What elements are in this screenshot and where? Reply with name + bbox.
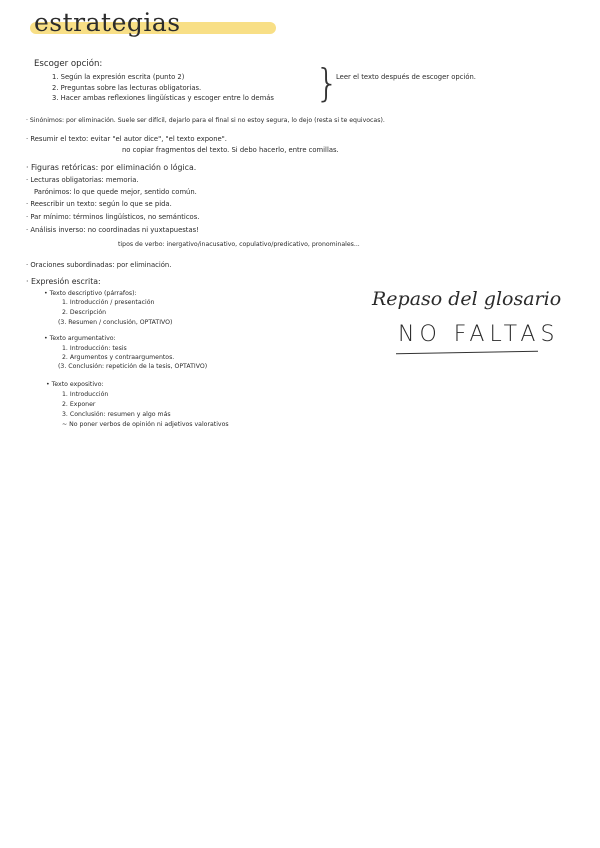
escoger-side-note: Leer el texto después de escoger opción. xyxy=(336,73,476,81)
bullet-expresion: · Expresión escrita: xyxy=(26,277,101,286)
note-glosario: Repaso del glosario xyxy=(372,288,562,310)
note-no-faltas: NO FALTAS xyxy=(398,322,560,347)
curly-brace: } xyxy=(315,61,340,105)
bullet-par-minimo: · Par mínimo: términos lingüísticos, no semánticos. xyxy=(26,213,200,221)
bullet-resumir: · Resumir el texto: evitar "el autor dice", "el texto expone". xyxy=(26,135,227,143)
descriptivo-item-3: (3. Resumen / conclusión, OPTATIVO) xyxy=(58,319,173,326)
expositivo-item-4: ~ No poner verbos de opinión ni adjetivos valorativos xyxy=(62,421,229,428)
escoger-item-3: 3. Hacer ambas reflexiones lingüísticas y escoger entre lo demás xyxy=(52,94,274,102)
argumentativo-item-1: 1. Introducción: tesis xyxy=(62,345,127,352)
descriptivo-item-2: 2. Descripción xyxy=(62,309,107,316)
page-title: estrategias xyxy=(34,8,181,37)
descriptivo-item-1: 1. Introducción / presentación xyxy=(62,299,155,306)
bullet-reescribir: · Reescribir un texto: según lo que se pida. xyxy=(26,200,172,208)
bullet-resumir-2: no copiar fragmentos del texto. Si debo hacerlo, entre comillas. xyxy=(122,146,339,154)
escoger-item-2: 2. Preguntas sobre las lecturas obligatorias. xyxy=(52,84,202,92)
expositivo-item-2: 2. Exponer xyxy=(62,401,96,408)
bullet-figuras: · Figuras retóricas: por eliminación o lógica. xyxy=(26,163,197,172)
argumentativo-item-3: (3. Conclusión: repetición de la tesis, OPTATIVO) xyxy=(58,363,208,370)
bullet-sinonimos: · Sinónimos: por eliminación. Suele ser difícil, dejarlo para el final si no estoy segura, lo dejo (resta si te equivocas). xyxy=(26,117,385,124)
escoger-item-1: 1. Según la expresión escrita (punto 2) xyxy=(52,73,185,81)
expositivo-heading: • Texto expositivo: xyxy=(46,381,104,388)
bullet-lecturas: · Lecturas obligatorias: memoria. xyxy=(26,176,139,184)
bullet-analisis: · Análisis inverso: no coordinadas ni yuxtapuestas! xyxy=(26,226,199,234)
descriptivo-heading: • Texto descriptivo (párrafos): xyxy=(44,290,137,297)
argumentativo-heading: • Texto argumentativo: xyxy=(44,335,116,342)
escoger-heading: Escoger opción: xyxy=(34,59,103,69)
bullet-paronimos: Parónimos: lo que quede mejor, sentido común. xyxy=(34,188,197,196)
bullet-analisis-2: tipos de verbo: inergativo/inacusativo, copulativo/predicativo, pronominales... xyxy=(118,241,360,248)
expositivo-item-3: 3. Conclusión: resumen y algo más xyxy=(62,411,171,418)
argumentativo-item-2: 2. Argumentos y contraargumentos. xyxy=(62,354,175,361)
bullet-oraciones: · Oraciones subordinadas: por eliminación. xyxy=(26,261,172,269)
expositivo-item-1: 1. Introducción xyxy=(62,391,109,398)
no-faltas-underline xyxy=(396,351,538,354)
